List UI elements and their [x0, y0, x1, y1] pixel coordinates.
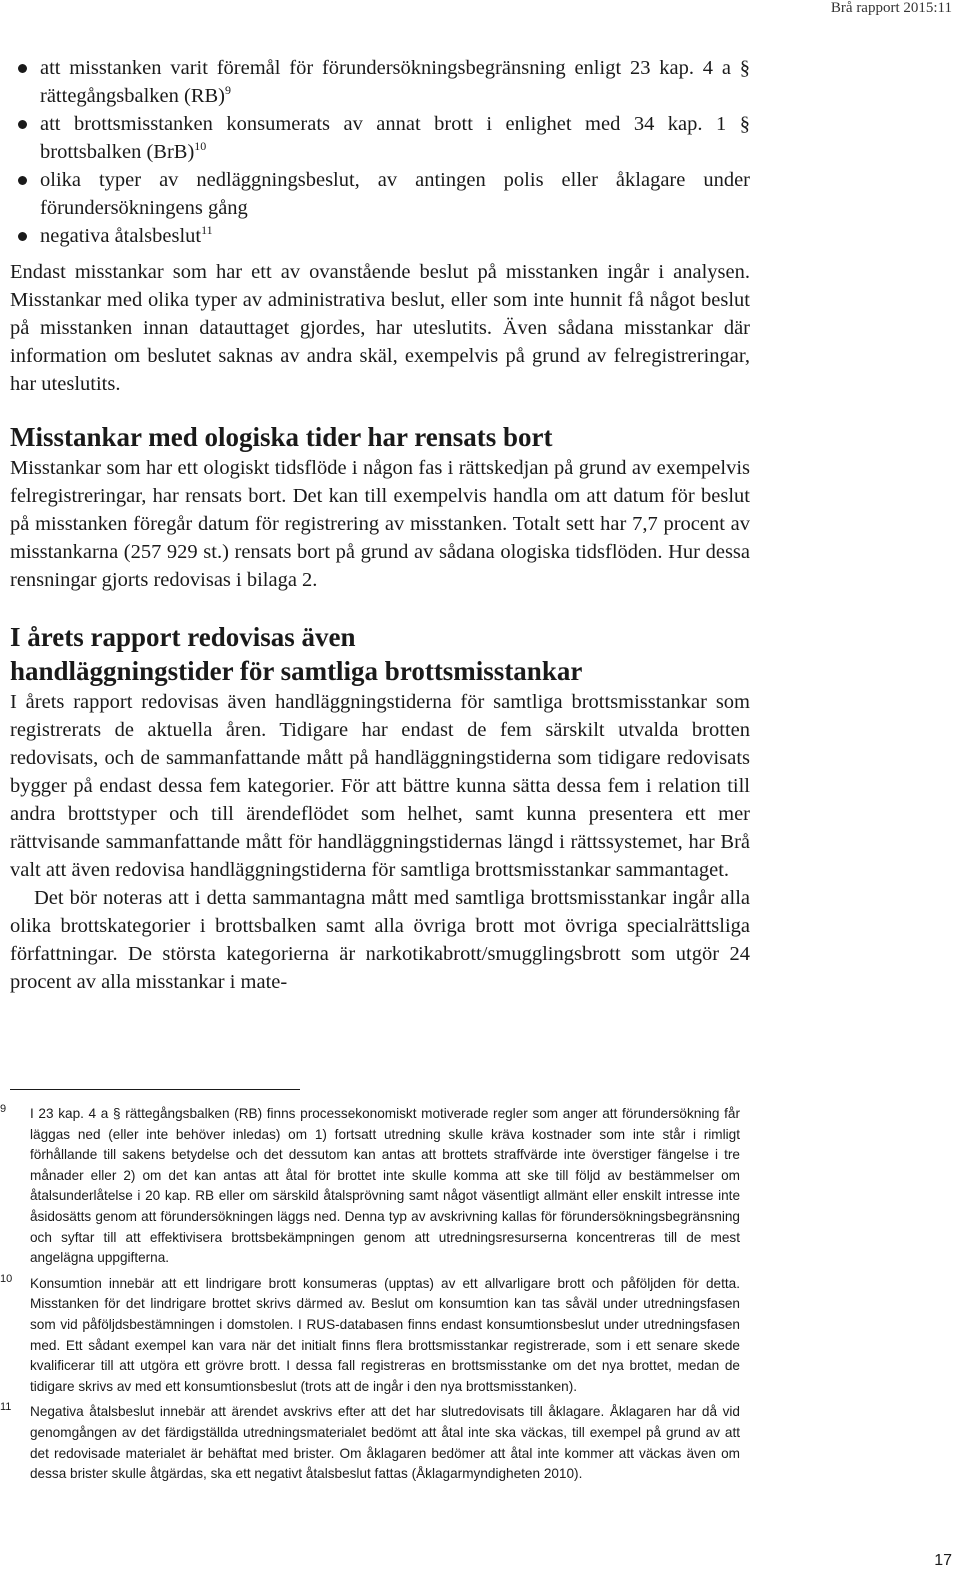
- footnote-ref: 9: [225, 83, 232, 97]
- body-paragraph: Misstankar som har ett ologiskt tidsflöde i någon fas i rättskedjan på grund av exempelvis felregistreringar, har rensats bort. Det kan till exempelvis handla om att datum för beslut på misstanken föregår datum för registrering av misstanken. Totalt sett har 7,7 procent av misstankarna (257 929 st.) rensats bort på grund av sådana ologiska tidsflöden. Hur dessa rensningar gjorts redovisas i bilaga 2.: [10, 457, 750, 591]
- list-item: [10, 222, 750, 250]
- main-content: [10, 54, 750, 996]
- footnote-text: I 23 kap. 4 a § rättegångsbalken (RB) finns processekonomiskt motiverade regler som anger att förundersökning får läggas ned (eller inte behöver inledas) om 1) fortsatt utredning skulle kräva kostnader som inte står i rimligt förhållande till sakens betydelse och det dessutom kan antas att brottets straffvärde inte överstiger fängelse i tre månader eller 2) om det kan antas att åtal för brottet inte skulle komma att ske till följd av bestämmelser om åtalsunderlåtelse i 20 kap. RB eller om särskild åtalsprövning samt något väsentligt allmänt eller enskilt intresse inte åsidosätts genom att förundersökningen läggs ned. Denna typ av avskrivning kallas för förundersökningsbegränsning och syftar till att effektivisera brottsbekämpningen genom att utredningsresurserna koncentreras till de mest angelägna uppgifterna.: [30, 1106, 740, 1266]
- decision-list: [10, 54, 750, 250]
- list-item-text: negativa åtalsbeslut: [40, 225, 202, 247]
- footnote-divider: [10, 1089, 300, 1090]
- footnote-ref: 10: [194, 139, 207, 153]
- footnote: [0, 1272, 740, 1398]
- list-item: [10, 110, 750, 166]
- footnote-text: Konsumtion innebär att ett lindrigare brott konsumeras (upptas) av ett allvarligare brott och påföljden för detta. Misstanken för det lindrigare brottet skrivs därmed av. Beslut om konsumtion kan tas såväl under utredningsfasen som vid påföljdsbestämningen i domstolen. I RUS-databasen finns endast konsumtionsbeslut under utredningsfasen med. Ett sådant exempel kan vara när det initialt finns flera brottsmisstankar registrerade, som i ett senare skede kvalificerar till att utgöra ett grövre brott. I dessa fall registreras en brottsmisstanke om det nya brottet, medan de tidigare skrivs av med ett konsumtionsbeslut (trots att de ingår i den nya brottsmisstanken).: [30, 1275, 740, 1394]
- footnote-number: 10: [0, 1272, 13, 1285]
- section-heading: Misstankar med ologiska tider har rensats bort: [10, 422, 553, 452]
- list-item-text: att brottsmisstanken konsumerats av annat brott i enlighet med 34 kap. 1 § brottsbalken (BrB): [40, 113, 750, 163]
- body-paragraph: I årets rapport redovisas även handläggningstiderna för samtliga brottsmisstankar som registrerats de aktuella åren. Tidigare har endast de fem särskilt utvalda brotten redovisats, och de sammanfattande mått på handläggningstiderna som tidigare redovisats bygger på endast dessa fem kategorier. För att bättre kunna sätta dessa fem i relation till andra brottstyper och till ärendeflödet som helhet, samt kunna presentera ett mer rättvisande sammanfattande mått för handläggningstidernas längd i rättssystemet, har Brå valt att även redovisa handläggningstiderna för samtliga brottsmisstankar sammantaget.: [10, 691, 750, 881]
- body-paragraph: Endast misstankar som har ett av ovanstående beslut på misstanken ingår i analysen. Misstankar med olika typer av administrativa beslut, eller som inte hunnit få något beslut på misstanken innan datauttaget gjordes, har uteslutits. Även sådana misstankar där information om beslutet saknas av andra skäl, exempelvis på grund av felregistreringar, har uteslutits.: [10, 261, 750, 395]
- section-heading: [10, 620, 750, 688]
- footnote-number: 11: [0, 1401, 12, 1414]
- footnote-number: 9: [0, 1103, 7, 1115]
- body-paragraph: Det bör noteras att i detta sammantagna mått med samtliga brottsmisstankar ingår alla olika brottskategorier i brottsbalken samt alla övriga brott mot övriga specialrättsliga författningar. De största kategorierna är narkotikabrott/smugglingsbrott som utgör 24 procent av alla misstankar i mate-: [10, 887, 750, 993]
- page-number: 17: [934, 1552, 952, 1569]
- footnote: [0, 1401, 740, 1484]
- heading-line: handläggningstider för samtliga brottsmisstankar: [10, 656, 583, 686]
- list-item-text: olika typer av nedläggningsbeslut, av antingen polis eller åklagare under förundersökningens gång: [40, 169, 750, 219]
- footnote: [0, 1103, 740, 1269]
- running-header: Brå rapport 2015:11: [830, 0, 952, 16]
- list-item: [10, 166, 750, 222]
- list-item-text: att misstanken varit föremål för förundersökningsbegränsning enligt 23 kap. 4 a § rättegångsbalken (RB): [40, 57, 750, 107]
- list-item: [10, 54, 750, 110]
- footnotes: [0, 1103, 740, 1490]
- footnote-ref: 11: [201, 223, 213, 237]
- footnote-text: Negativa åtalsbeslut innebär att ärendet avskrivs efter att det har slutredovisats till åklagare. Åklagaren har då vid genomgången av det färdigställda utredningsmaterialet bedömt att åtal inte ska väckas, till exempel på grund av att det redovisade materialet är behäftat med brister. Om åklagaren bedömer att åtal inte kommer att väckas även om dessa brister skulle åtgärdas, ska ett negativt åtalsbeslut fattas (Åklagarmyndigheten 2010).: [30, 1404, 740, 1482]
- heading-line: I årets rapport redovisas även: [10, 622, 356, 652]
